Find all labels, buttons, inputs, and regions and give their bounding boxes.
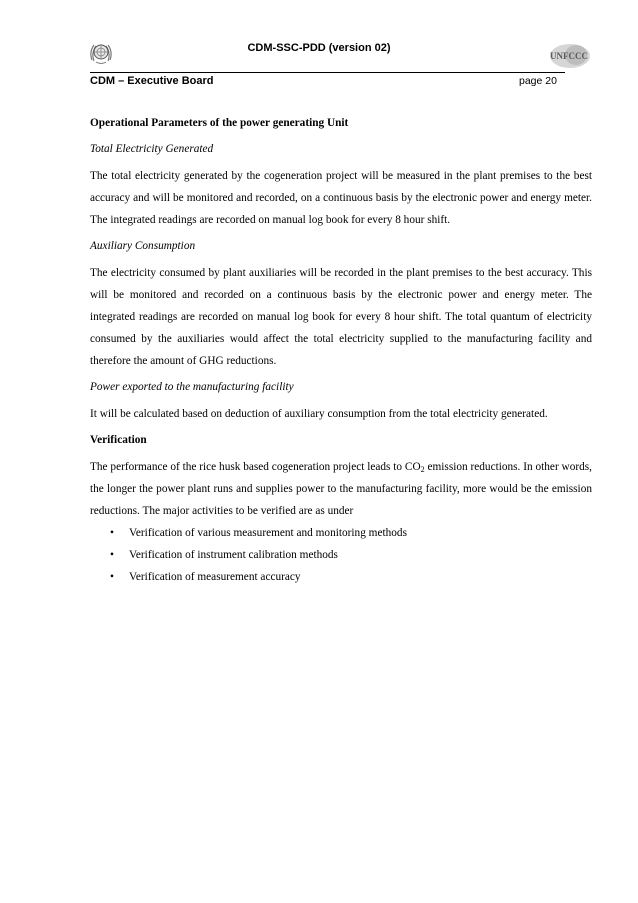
document-header-title: CDM-SSC-PDD (version 02) <box>247 42 391 54</box>
bullet-icon: • <box>110 571 114 583</box>
co2-subscript: 2 <box>420 465 425 474</box>
list-item-text: Verification of measurement accuracy <box>129 571 301 583</box>
page-number: page 20 <box>519 75 557 87</box>
bullet-icon: • <box>110 527 114 539</box>
section-heading-verification: Verification <box>90 434 147 446</box>
header-organization: CDM – Executive Board <box>90 75 214 87</box>
subheading-power-exported: Power exported to the manufacturing facility <box>90 381 294 393</box>
subheading-auxiliary-consumption: Auxiliary Consumption <box>90 240 196 252</box>
paragraph-auxiliary-consumption: The electricity consumed by plant auxiliaries will be recorded in the plant premises to the best accuracy. This will be monitored and recorded on a continuous basis by the electronic power and energy meter. The integrated readings are recorded on manual log book for every 8 hour shift. The total quantum of electricity consumed by the auxiliaries would affect the total electricity supplied to the manufacturing facility and therefore the amount of GHG reductions. <box>90 267 592 367</box>
list-item <box>90 522 592 544</box>
section-heading-operational-parameters: Operational Parameters of the power generating Unit <box>90 117 349 129</box>
list-item-text: Verification of instrument calibration methods <box>129 549 338 561</box>
subheading-total-electricity: Total Electricity Generated <box>90 143 214 155</box>
verification-text-part-2: emission reductions. In other words, the longer the power plant runs and supplies power to the manufacturing facility, more would be the emission reductions. The major activities to be verified are as under <box>90 461 592 517</box>
unfccc-logo <box>540 41 592 71</box>
paragraph-verification <box>90 456 592 522</box>
svg-text:UNFCCC: UNFCCC <box>550 51 588 61</box>
list-item <box>90 566 592 588</box>
paragraph-total-electricity: The total electricity generated by the cogeneration project will be measured in the plant premises to the best accuracy and will be monitored and recorded, on a continuous basis by the electronic power and energy meter. The integrated readings are recorded on manual log book for every 8 hour shift. <box>90 170 592 226</box>
verification-activities-list <box>90 522 592 588</box>
document-body <box>90 112 592 588</box>
verification-text-part-1: The performance of the rice husk based cogeneration project leads to CO <box>90 461 421 473</box>
paragraph-power-exported: It will be calculated based on deduction of auxiliary consumption from the total electricity generated. <box>90 408 548 420</box>
bullet-icon: • <box>110 549 114 561</box>
header-divider <box>90 72 565 73</box>
list-item <box>90 544 592 566</box>
list-item-text: Verification of various measurement and monitoring methods <box>129 527 407 539</box>
